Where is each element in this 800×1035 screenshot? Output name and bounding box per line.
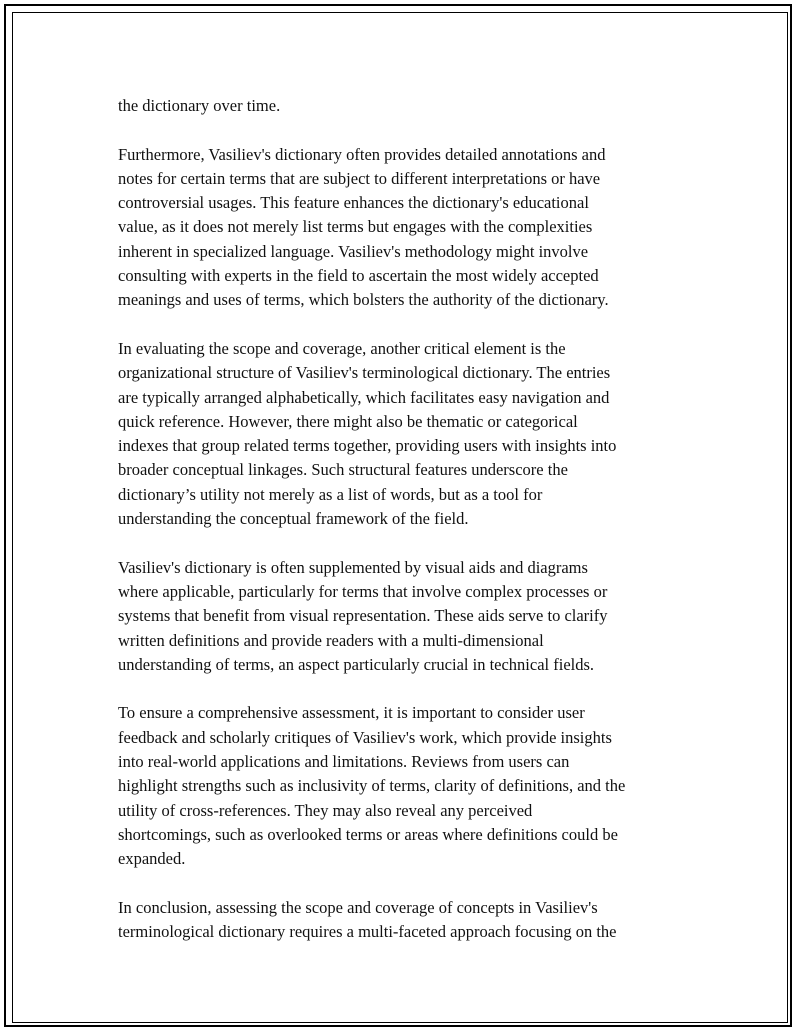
text-line: highlight strengths such as inclusivity of terms, clarity of definitions, and the [118, 776, 626, 796]
paragraph [118, 94, 698, 118]
text-line: inherent in specialized language. Vasiliev's methodology might involve [118, 241, 589, 261]
text-line: understanding of terms, an aspect particularly crucial in technical fields. [118, 654, 595, 674]
text-line: shortcomings, such as overlooked terms or areas where definitions could be [118, 824, 618, 844]
paragraph [118, 337, 698, 531]
text-line: Vasiliev's dictionary is often supplemented by visual aids and diagrams [118, 557, 588, 577]
paragraph [118, 896, 698, 945]
text-line: dictionary’s utility not merely as a list of words, but as a tool for [118, 484, 543, 504]
text-line: notes for certain terms that are subject to different interpretations or have [118, 168, 601, 188]
text-line: are typically arranged alphabetically, which facilitates easy navigation and [118, 387, 610, 407]
text-line: In conclusion, assessing the scope and coverage of concepts in Vasiliev's [118, 897, 598, 917]
text-line: utility of cross-references. They may also reveal any perceived [118, 800, 533, 820]
paragraph [118, 556, 698, 677]
text-line: Furthermore, Vasiliev's dictionary often provides detailed annotations and [118, 144, 606, 164]
text-line: controversial usages. This feature enhances the dictionary's educational [118, 193, 589, 213]
text-line: systems that benefit from visual representation. These aids serve to clarify [118, 606, 608, 626]
text-line: meanings and uses of terms, which bolsters the authority of the dictionary. [118, 290, 609, 310]
text-line: value, as it does not merely list terms but engages with the complexities [118, 217, 593, 237]
text-line: To ensure a comprehensive assessment, it is important to consider user [118, 703, 585, 723]
paragraph [118, 701, 698, 871]
text-line: consulting with experts in the field to ascertain the most widely accepted [118, 266, 599, 286]
text-line: into real-world applications and limitations. Reviews from users can [118, 752, 570, 772]
text-line: expanded. [118, 849, 186, 869]
paragraph [118, 143, 698, 313]
text-line: feedback and scholarly critiques of Vasiliev's work, which provide insights [118, 727, 612, 747]
text-line: terminological dictionary requires a multi-faceted approach focusing on the [118, 922, 617, 942]
text-line: the dictionary over time. [118, 96, 281, 115]
text-line: indexes that group related terms together, providing users with insights into [118, 436, 617, 456]
text-line: In evaluating the scope and coverage, another critical element is the [118, 338, 566, 358]
text-line: organizational structure of Vasiliev's terminological dictionary. The entries [118, 363, 611, 383]
document-body [118, 94, 698, 969]
text-line: written definitions and provide readers with a multi-dimensional [118, 630, 544, 650]
text-line: understanding the conceptual framework of the field. [118, 509, 469, 529]
text-line: quick reference. However, there might also be thematic or categorical [118, 411, 578, 431]
text-line: where applicable, particularly for terms that involve complex processes or [118, 581, 608, 601]
text-line: broader conceptual linkages. Such structural features underscore the [118, 460, 568, 480]
